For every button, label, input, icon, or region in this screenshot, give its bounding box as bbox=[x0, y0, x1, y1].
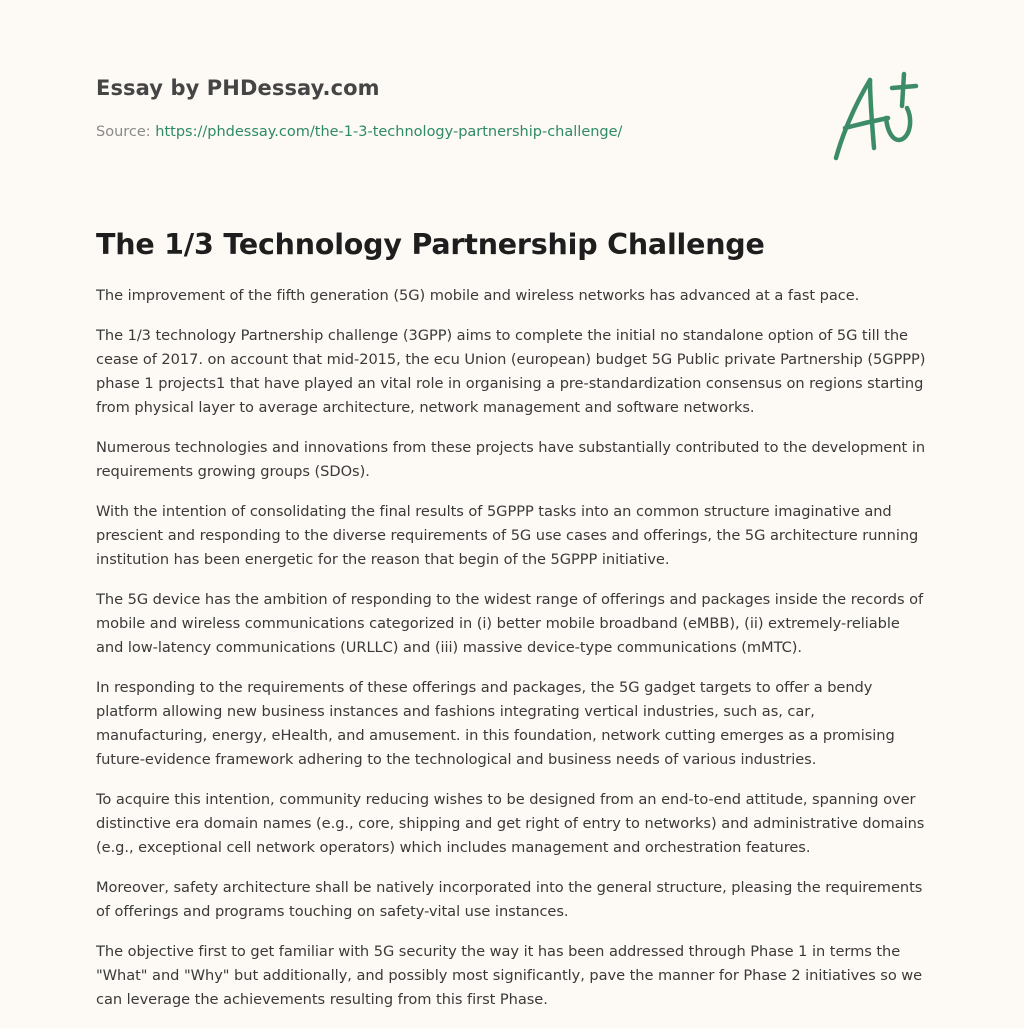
source-link[interactable]: https://phdessay.com/the-1-3-technology-partnership-challenge/ bbox=[155, 124, 623, 140]
paragraph: The 1/3 technology Partnership challenge (3GPP) aims to complete the initial no standalone option of 5G till the cease of 2017. on account that mid-2015, the ecu Union (european) budget 5G Public private Partnership (5GPPP) phase 1 projects1 that have played an vital role in organising a pre-standardization consensus on regions starting from physical layer to average architecture, network management and software networks. bbox=[96, 327, 926, 416]
a-plus-grade-icon bbox=[818, 66, 928, 166]
source-line bbox=[96, 124, 622, 140]
paragraph: The 5G device has the ambition of responding to the widest range of offerings and packages inside the records of mobile and wireless communications categorized in (i) better mobile broadband (eMBB), (ii) extremely-reliable and low-latency communications (URLLC) and (iii) massive device-type communications (mMTC). bbox=[96, 591, 924, 656]
page-header bbox=[96, 0, 928, 190]
paragraph: The improvement of the fifth generation (5G) mobile and wireless networks has advanced at a fast pace. bbox=[96, 287, 860, 304]
article-title: The 1/3 Technology Partnership Challenge bbox=[96, 228, 765, 261]
source-label: Source: bbox=[96, 124, 151, 140]
paragraph: Numerous technologies and innovations from these projects have substantially contributed to the development in requirements growing groups (SDOs). bbox=[96, 439, 926, 480]
paragraph: To acquire this intention, community reducing wishes to be designed from an end-to-end attitude, spanning over distinctive era domain names (e.g., core, shipping and get right of entry to networks) and administrative domains (e.g., exceptional cell network operators) which includes management and orchestration features. bbox=[96, 791, 925, 856]
paragraph: Moreover, safety architecture shall be natively incorporated into the general structure, pleasing the requirements of offerings and programs touching on safety-vital use instances. bbox=[96, 879, 923, 920]
paragraph: The objective first to get familiar with 5G security the way it has been addressed through Phase 1 in terms the "What" and "Why" but additionally, and possibly most significantly, pave the manner for Phase 2 initiatives so we can leverage the achievements resulting from this first Phase. bbox=[96, 943, 923, 1008]
site-title: Essay by PHDessay.com bbox=[96, 76, 380, 100]
article-body bbox=[96, 284, 928, 1012]
paragraph: With the intention of consolidating the final results of 5GPPP tasks into an common structure imaginative and prescient and responding to the diverse requirements of 5G use cases and offerings, the 5G architecture running institution has been energetic for the reason that begin of the 5GPPP initiative. bbox=[96, 503, 919, 568]
paragraph: In responding to the requirements of these offerings and packages, the 5G gadget targets to offer a bendy platform allowing new business instances and fashions integrating vertical industries, such as, car, manufacturing, energy, eHealth, and amusement. in this foundation, network cutting emerges as a promising future-evidence framework adhering to the technological and business needs of various industries. bbox=[96, 679, 895, 768]
